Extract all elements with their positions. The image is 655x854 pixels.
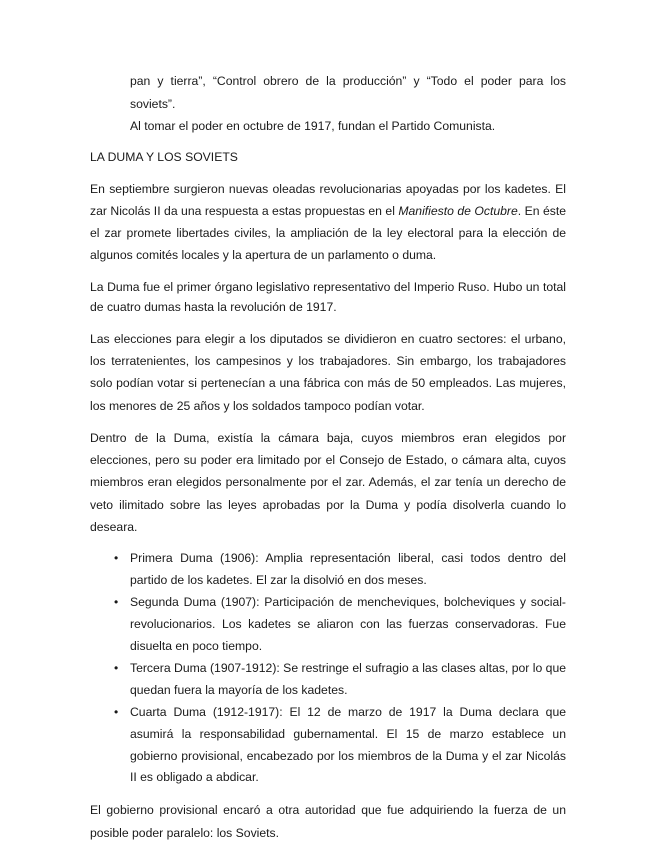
list-item	[90, 548, 566, 592]
list-item	[90, 658, 566, 702]
duma-list	[90, 548, 566, 789]
continued-paragraph	[130, 70, 566, 138]
list-item-text: Primera Duma (1906): Amplia representación liberal, casi todos dentro del partido de los kadetes. El zar la disolvió en dos meses.	[130, 551, 566, 588]
section-heading: LA DUMA Y LOS SOVIETS	[90, 149, 238, 164]
paragraph-provisional-government: El gobierno provisional encaró a otra autoridad que fue adquiriendo la fuerza de un posible poder paralelo: los Soviets.	[90, 803, 566, 840]
list-item-text: Segunda Duma (1907): Participación de mencheviques, bolcheviques y social-revolucionarios. Los kadetes se aliaron con las fuerzas conservadoras. Fue disuelta en poco tiempo.	[130, 595, 566, 653]
bullet-icon: •	[114, 704, 119, 719]
paragraph-elections: Las elecciones para elegir a los diputados se dividieron en cuatro sectores: el urbano, los terratenientes, los campesinos y los trabajadores. Sin embargo, los trabajadores solo podían votar si pertenecían a una fábrica con más de 50 empleados. Las mujeres, los menores de 25 años y los soldados tampoco podían votar.	[90, 331, 566, 413]
bullet-icon: •	[114, 660, 119, 675]
paragraph-manifiesto	[90, 178, 566, 267]
list-item	[90, 592, 566, 658]
paragraph-manifiesto-before: En septiembre surgieron nuevas oleadas revolucionarias apoyadas por los kadetes. El zar Nicolás II da una respuesta a estas propuestas en el	[90, 181, 566, 218]
list-item	[90, 702, 566, 790]
continued-line-1: pan y tierra”, “Control obrero de la producción” y “Todo el poder para los soviets”.	[130, 74, 566, 111]
document-page	[90, 70, 566, 854]
bullet-icon: •	[114, 595, 119, 610]
continued-line-2: Al tomar el poder en octubre de 1917, fundan el Partido Comunista.	[130, 119, 496, 133]
list-item-text: Tercera Duma (1907-1912): Se restringe el sufragio a las clases altas, por lo que quedan fuera la mayoría de los kadetes.	[130, 660, 566, 697]
paragraph-duma-definition: La Duma fue el primer órgano legislativo representativo del Imperio Ruso. Hubo un total de cuatro dumas hasta la revolución de 1917.	[90, 279, 566, 315]
paragraph-manifiesto-after: . En éste el zar promete libertades civiles, la ampliación de la ley electoral para la elección de algunos comités locales y la apertura de un parlamento o duma.	[90, 203, 566, 263]
paragraph-chambers: Dentro de la Duma, existía la cámara baja, cuyos miembros eran elegidos por elecciones, pero su poder era limitado por el Consejo de Estado, o cámara alta, cuyos miembros eran elegidos personalmente por el zar. Además, el zar tenía un derecho de veto ilimitado sobre las leyes aprobadas por la Duma y podía disolverla cuando lo deseara.	[90, 430, 566, 535]
bullet-icon: •	[114, 551, 119, 566]
list-item-text: Cuarta Duma (1912-1917): El 12 de marzo de 1917 la Duma declara que asumirá la responsabilidad gubernamental. El 15 de marzo establece un gobierno provisional, encabezado por los miembros de la Duma y el zar Nicolás II es obligado a abdicar.	[130, 704, 566, 785]
manifiesto-title: Manifiesto de Octubre	[398, 203, 518, 218]
